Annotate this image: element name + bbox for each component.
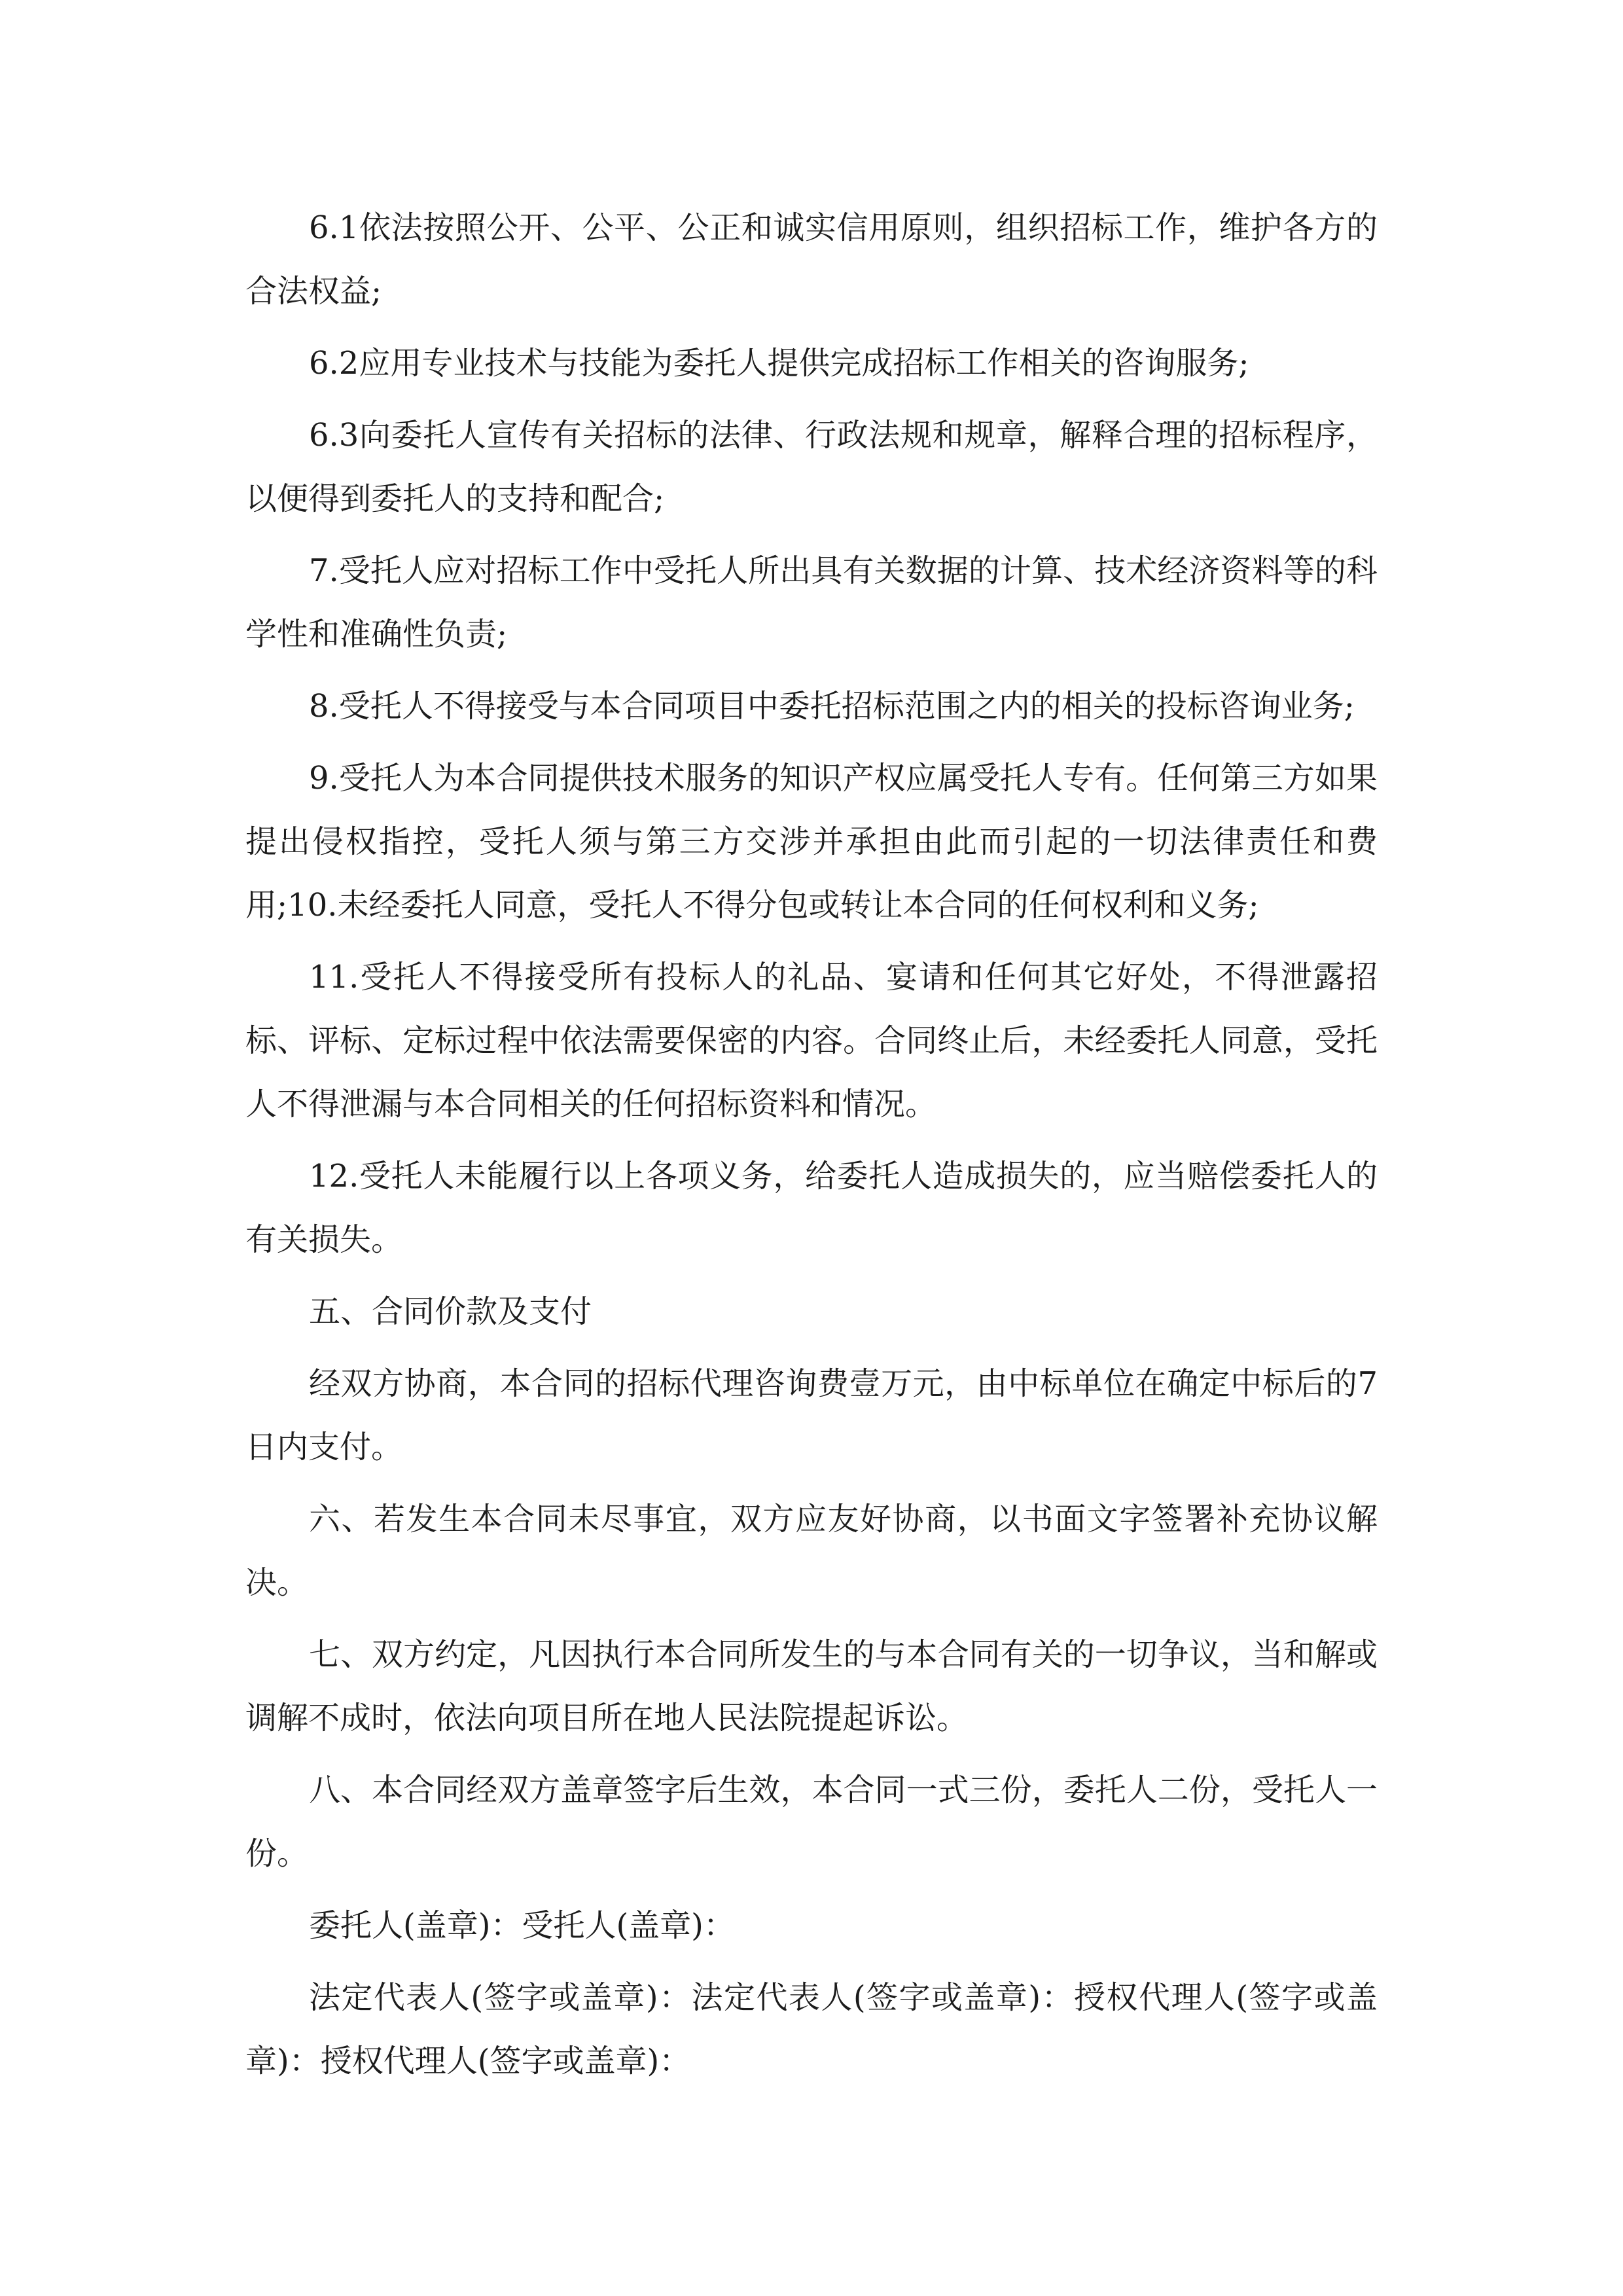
clause-7: 7.受托人应对招标工作中受托人所出具有关数据的计算、技术经济资料等的科学性和准确性负责;: [245, 552, 1378, 653]
clause-8: 8.受托人不得接受与本合同项目中委托招标范围之内的相关的投标咨询业务;: [309, 688, 1355, 725]
clause-11: 11.受托人不得接受所有投标人的礼品、宴请和任何其它好处，不得泄露招标、评标、定标过程中依法需要保密的内容。合同终止后，未经委托人同意，受托人不得泄漏与本合同相关的任何招标资料和情况。: [245, 959, 1378, 1122]
document-page: [245, 196, 1378, 2102]
section-eight: 八、本合同经双方盖章签字后生效，本合同一式三份，委托人二份，受托人一份。: [245, 1772, 1378, 1872]
clause-6-1: 6.1依法按照公开、公平、公正和诚实信用原则，组织招标工作，维护各方的合法权益;: [245, 209, 1378, 310]
section-heading-price: 五、合同价款及支付: [309, 1293, 592, 1330]
clause-9-10: 9.受托人为本合同提供技术服务的知识产权应属受托人专有。任何第三方如果提出侵权指控，受托人须与第三方交涉并承担由此而引起的一切法律责任和费用;10.未经委托人同意，受托人不得分包或转让本合同的任何权利和义务;: [245, 760, 1378, 924]
section-seven: 七、双方约定，凡因执行本合同所发生的与本合同有关的一切争议，当和解或调解不成时，依法向项目所在地人民法院提起诉讼。: [245, 1636, 1378, 1736]
payment-terms: 经双方协商，本合同的招标代理咨询费壹万元，由中标单位在确定中标后的7日内支付。: [245, 1365, 1378, 1465]
clause-12: 12.受托人未能履行以上各项义务，给委托人造成损失的，应当赔偿委托人的有关损失。: [245, 1158, 1378, 1258]
section-six: 六、若发生本合同未尽事宜，双方应友好协商，以书面文字签署补充协议解决。: [245, 1501, 1378, 1601]
clause-6-2: 6.2应用专业技术与技能为委托人提供完成招标工作相关的咨询服务;: [309, 345, 1249, 382]
signature-line: 法定代表人(签字或盖章)：法定代表人(签字或盖章)：授权代理人(签字或盖章)：授权代理人(签字或盖章)：: [245, 1979, 1378, 2079]
seal-line: 委托人(盖章)：受托人(盖章)：: [309, 1907, 735, 1944]
clause-6-3: 6.3向委托人宣传有关招标的法律、行政法规和规章，解释合理的招标程序，以便得到委托人的支持和配合;: [245, 417, 1378, 517]
